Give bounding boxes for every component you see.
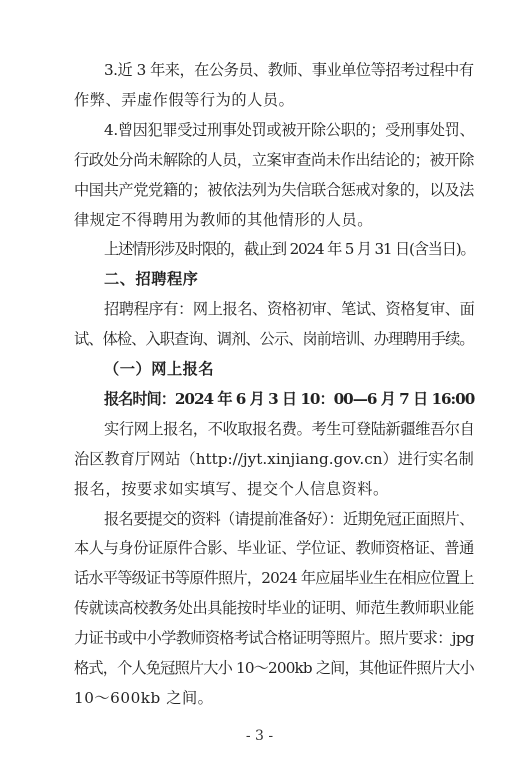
materials-line-1: 报名要提交的资料（请提前准备好）：近期免冠正面照片、 <box>104 509 474 528</box>
item3-line-2: 作弊、弄虚作假等行为的人员。 <box>74 90 295 109</box>
materials-line-4: 传就读高校教务处出具能按时毕业的证明、师范生教师职业能 <box>74 599 474 618</box>
materials-line-2: 本人与身份证原件合影、毕业证、学位证、教师资格证、普通 <box>74 539 474 558</box>
materials-line-6: 格式，个人免冠照片大小 10～200kb 之间，其他证件照片大小 <box>74 659 474 677</box>
time-limit-line: 上述情形涉及时限的，截止到 2024 年 5 月 31 日(含当日)。 <box>104 240 475 259</box>
item4-line-1: 4.曾因犯罪受过刑事处罚或被开除公职的；受刑事处罚、 <box>104 120 475 139</box>
item3-line-1: 3.近 3 年来，在公务员、教师、事业单位等招考过程中有 <box>104 61 474 79</box>
online-reg-line-2: 治区教育厅网站（http://jyt.xinjiang.gov.cn）进行实名制 <box>74 449 474 468</box>
materials-line-7: 10～600kb 之间。 <box>74 688 214 707</box>
online-reg-line-3: 报名，按要求如实填写、提交个人信息资料。 <box>74 479 389 498</box>
procedure-line-1: 招聘程序有：网上报名、资格初审、笔试、资格复审、面 <box>104 300 475 319</box>
materials-line-5: 力证书或中小学教师资格考试合格证明等照片。照片要求：jpg <box>74 629 474 648</box>
procedure-line-2: 试、体检、入职查询、调剂、公示、岗前培训、办理聘用手续。 <box>74 330 474 349</box>
item4-line-3: 中国共产党党籍的；被依法列为失信联合惩戒对象的，以及法 <box>74 180 474 199</box>
materials-line-3: 话水平等级证书等原件照片，2024 年应届毕业生在相应位置上 <box>74 569 474 588</box>
online-reg-line-1: 实行网上报名，不收取报名费。考生可登陆新疆维吾尔自 <box>104 419 475 438</box>
item4-line-4: 律规定不得聘用为教师的其他情形的人员。 <box>74 210 374 229</box>
registration-time: 报名时间：2024 年 6 月 3 日 10：00—6 月 7 日 16:00 <box>104 389 475 408</box>
page-number: - 3 - <box>245 728 274 744</box>
section-heading-recruitment: 二、招聘程序 <box>104 270 199 289</box>
item4-line-2: 行政处分尚未解除的人员，立案审查尚未作出结论的；被开除 <box>74 150 474 169</box>
subsection-heading-online: （一）网上报名 <box>104 360 215 378</box>
